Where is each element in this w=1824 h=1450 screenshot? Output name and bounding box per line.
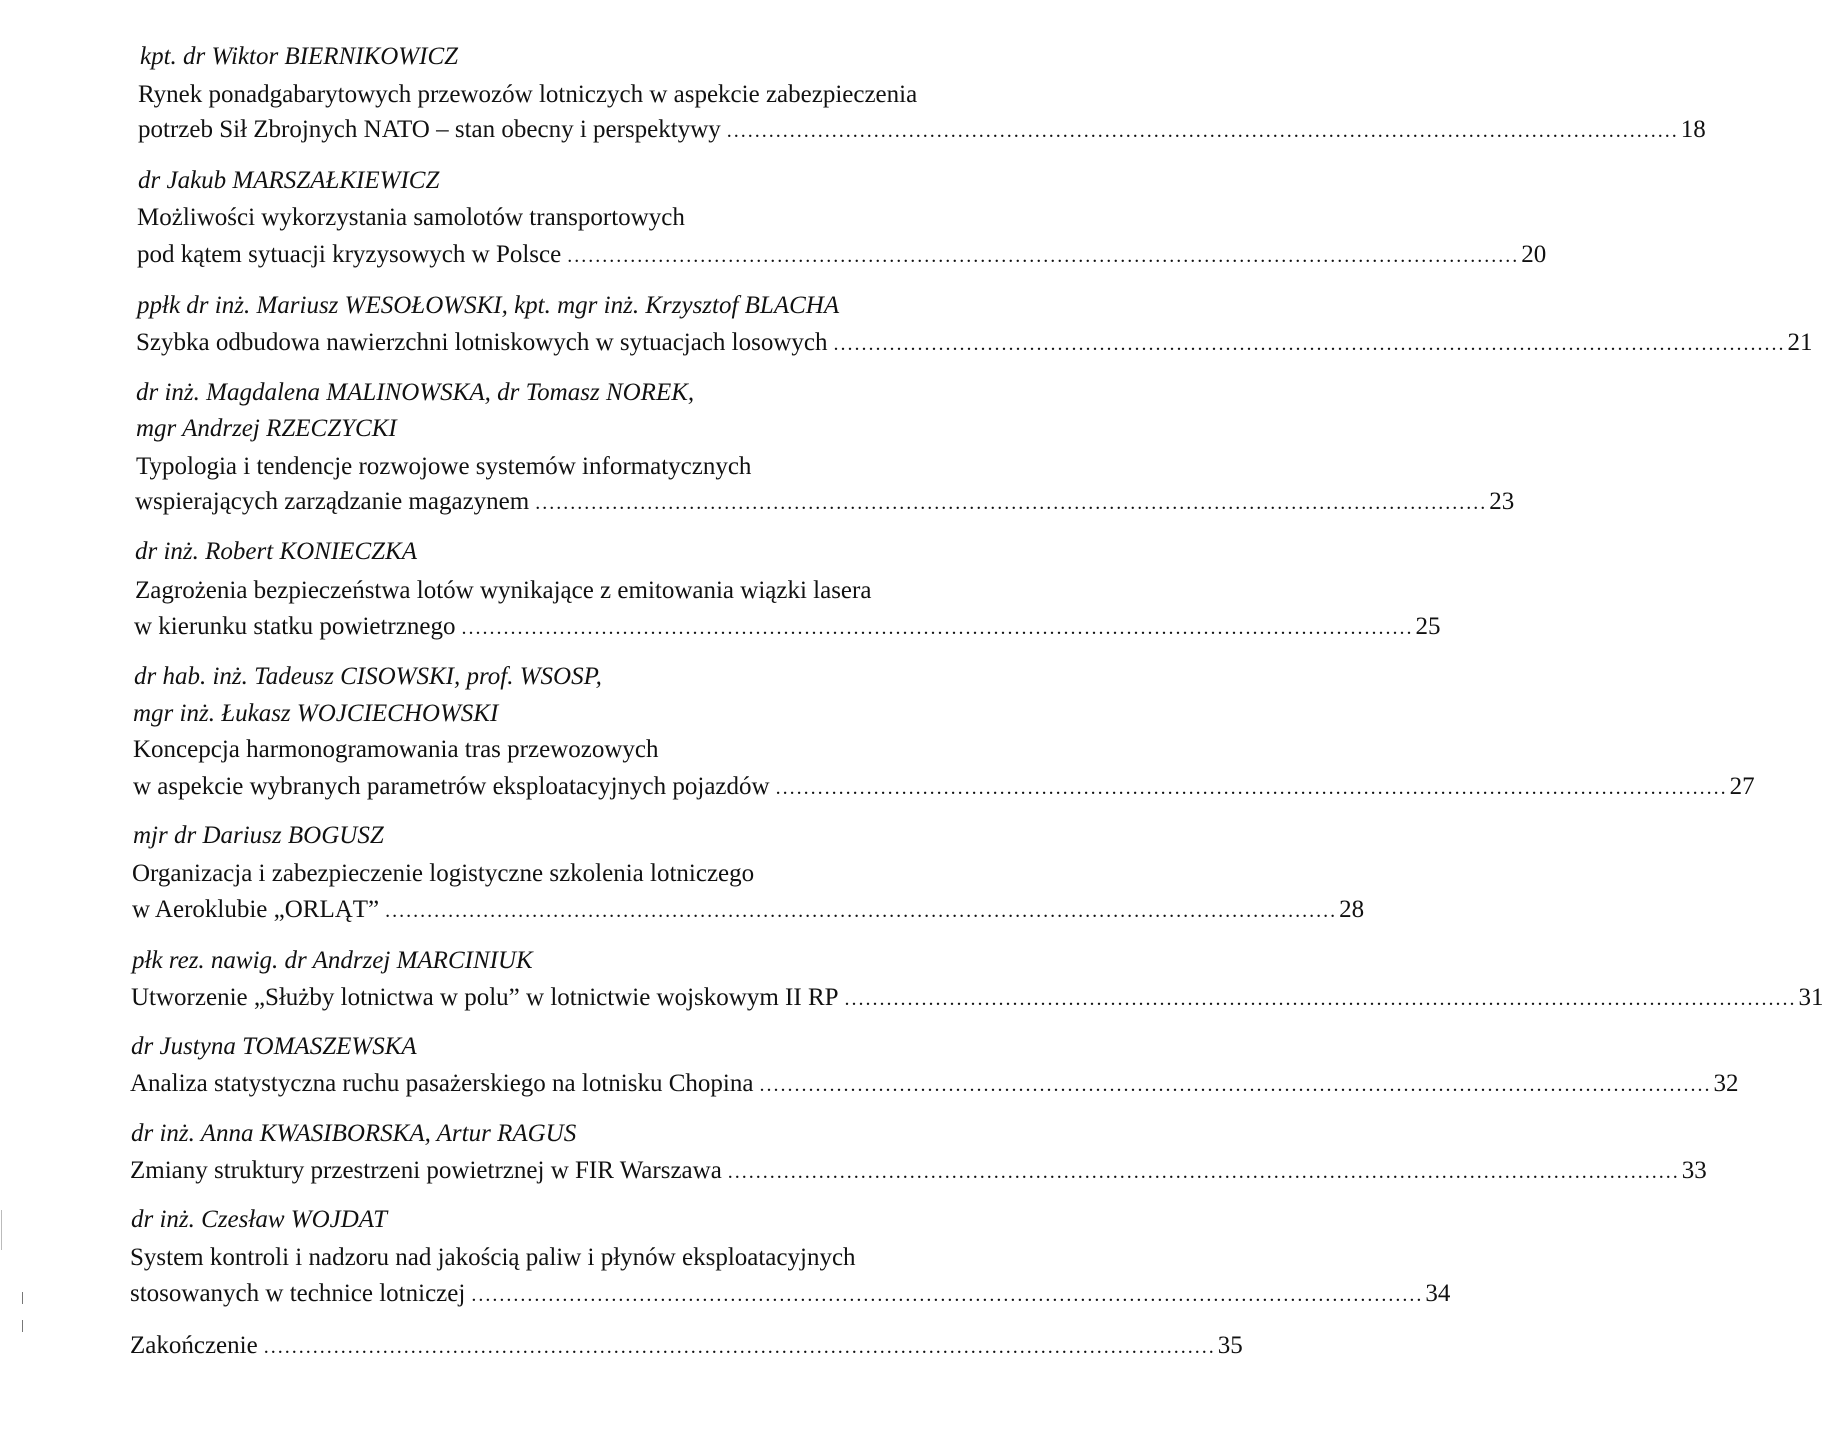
entry-title-line: Organizacja i zabezpieczenie logistyczne szkolenia lotniczego <box>132 860 755 887</box>
entry-title-line: pod kątem sytuacji kryzysowych w Polsce <box>137 241 562 268</box>
closing-line <box>130 1331 1243 1362</box>
entry-last-line <box>134 612 1441 643</box>
dot-leader: ........................................................................................................................................ <box>833 333 1786 355</box>
scan-mark <box>22 1320 23 1332</box>
entry-title-line: Analiza statystyczna ruchu pasażerskiego na lotnisku Chopina <box>130 1070 754 1097</box>
dot-leader: ........................................................................................................................................ <box>844 988 1797 1010</box>
page-number: 21 <box>1787 329 1813 356</box>
entry-last-line <box>135 487 1515 518</box>
entry-last-line <box>131 983 1824 1014</box>
entry-author: dr inż. Magdalena MALINOWSKA, dr Tomasz NOREK, <box>136 379 695 406</box>
entry-title-line: Możliwości wykorzystania samolotów transportowych <box>137 204 685 231</box>
entry-last-line <box>133 772 1755 803</box>
entry-last-line <box>130 1156 1707 1187</box>
entry-title-line: Szybka odbudowa nawierzchni lotniskowych w sytuacjach losowych <box>136 329 828 356</box>
entry-last-line <box>130 1069 1739 1100</box>
entry-author: dr hab. inż. Tadeusz CISOWSKI, prof. WSOSP, <box>134 663 602 690</box>
entry-last-line <box>132 895 1365 926</box>
page-number: 32 <box>1713 1070 1739 1097</box>
entry-author: dr Justyna TOMASZEWSKA <box>131 1033 417 1060</box>
entry-title-line: Rynek ponadgabarytowych przewozów lotniczych w aspekcie zabezpieczenia <box>138 81 918 108</box>
dot-leader: ........................................................................................................................................ <box>461 617 1414 639</box>
entry-title-line: System kontroli i nadzoru nad jakością paliw i płynów eksploatacyjnych <box>130 1244 856 1271</box>
scan-mark <box>1 1210 2 1250</box>
dot-leader: ........................................................................................................................................ <box>759 1074 1712 1096</box>
entry-last-line <box>136 328 1813 359</box>
entry-author-continued: mgr inż. Łukasz WOJCIECHOWSKI <box>133 700 499 727</box>
dot-leader: ........................................................................................................................................ <box>385 900 1338 922</box>
page-number: 33 <box>1681 1157 1707 1184</box>
entry-title-line: potrzeb Sił Zbrojnych NATO – stan obecny i perspektywy <box>138 116 721 143</box>
entry-title-line: w aspekcie wybranych parametrów eksploatacyjnych pojazdów <box>133 773 770 800</box>
closing-title: Zakończenie <box>130 1332 258 1359</box>
entry-title-line: wspierających zarządzanie magazynem <box>135 488 530 515</box>
entry-title-line: Koncepcja harmonogramowania tras przewozowych <box>133 736 659 763</box>
page-number: 35 <box>1217 1332 1243 1359</box>
scan-mark <box>22 1292 23 1304</box>
entry-title-line: Zagrożenia bezpieczeństwa lotów wynikające z emitowania wiązki lasera <box>135 577 872 604</box>
dot-leader: ........................................................................................................................................ <box>471 1284 1424 1306</box>
entry-author: dr inż. Anna KWASIBORSKA, Artur RAGUS <box>131 1120 577 1147</box>
entry-title-line: Utworzenie „Służby lotnictwa w polu” w lotnictwie wojskowym II RP <box>131 984 839 1011</box>
entry-author-continued: mgr Andrzej RZECZYCKI <box>136 415 397 442</box>
entry-title-line: stosowanych w technice lotniczej <box>130 1280 466 1307</box>
entry-last-line <box>130 1279 1451 1310</box>
entry-author: ppłk dr inż. Mariusz WESOŁOWSKI, kpt. mgr inż. Krzysztof BLACHA <box>137 292 840 319</box>
page-number: 18 <box>1680 116 1706 143</box>
entry-title-line: Zmiany struktury przestrzeni powietrznej w FIR Warszawa <box>130 1157 722 1184</box>
dot-leader: ........................................................................................................................................ <box>567 245 1520 267</box>
entry-title-line: w Aeroklubie „ORLĄT” <box>132 896 380 923</box>
entry-title-line: Typologia i tendencje rozwojowe systemów informatycznych <box>136 453 752 480</box>
entry-last-line <box>137 240 1547 271</box>
entry-author: dr inż. Czesław WOJDAT <box>131 1206 388 1233</box>
page-number: 28 <box>1339 896 1365 923</box>
page-number: 27 <box>1729 773 1755 800</box>
dot-leader: ........................................................................................................................................ <box>775 777 1728 799</box>
entry-last-line <box>138 115 1706 146</box>
dot-leader: ........................................................................................................................................ <box>535 492 1488 514</box>
dot-leader: ........................................................................................................................................ <box>727 1161 1680 1183</box>
entry-author: płk rez. nawig. dr Andrzej MARCINIUK <box>132 947 533 974</box>
page-number: 31 <box>1798 984 1824 1011</box>
entry-author: mjr dr Dariusz BOGUSZ <box>133 822 384 849</box>
page-number: 23 <box>1489 488 1515 515</box>
page-number: 25 <box>1415 613 1441 640</box>
page-number: 34 <box>1425 1280 1451 1307</box>
entry-author: dr Jakub MARSZAŁKIEWICZ <box>138 167 440 194</box>
dot-leader: ........................................................................................................................................ <box>263 1336 1216 1358</box>
entry-author: kpt. dr Wiktor BIERNIKOWICZ <box>140 43 459 70</box>
entry-title-line: w kierunku statku powietrznego <box>134 613 456 640</box>
entry-author: dr inż. Robert KONIECZKA <box>135 538 417 565</box>
page-number: 20 <box>1521 241 1547 268</box>
dot-leader: ........................................................................................................................................ <box>726 120 1679 142</box>
